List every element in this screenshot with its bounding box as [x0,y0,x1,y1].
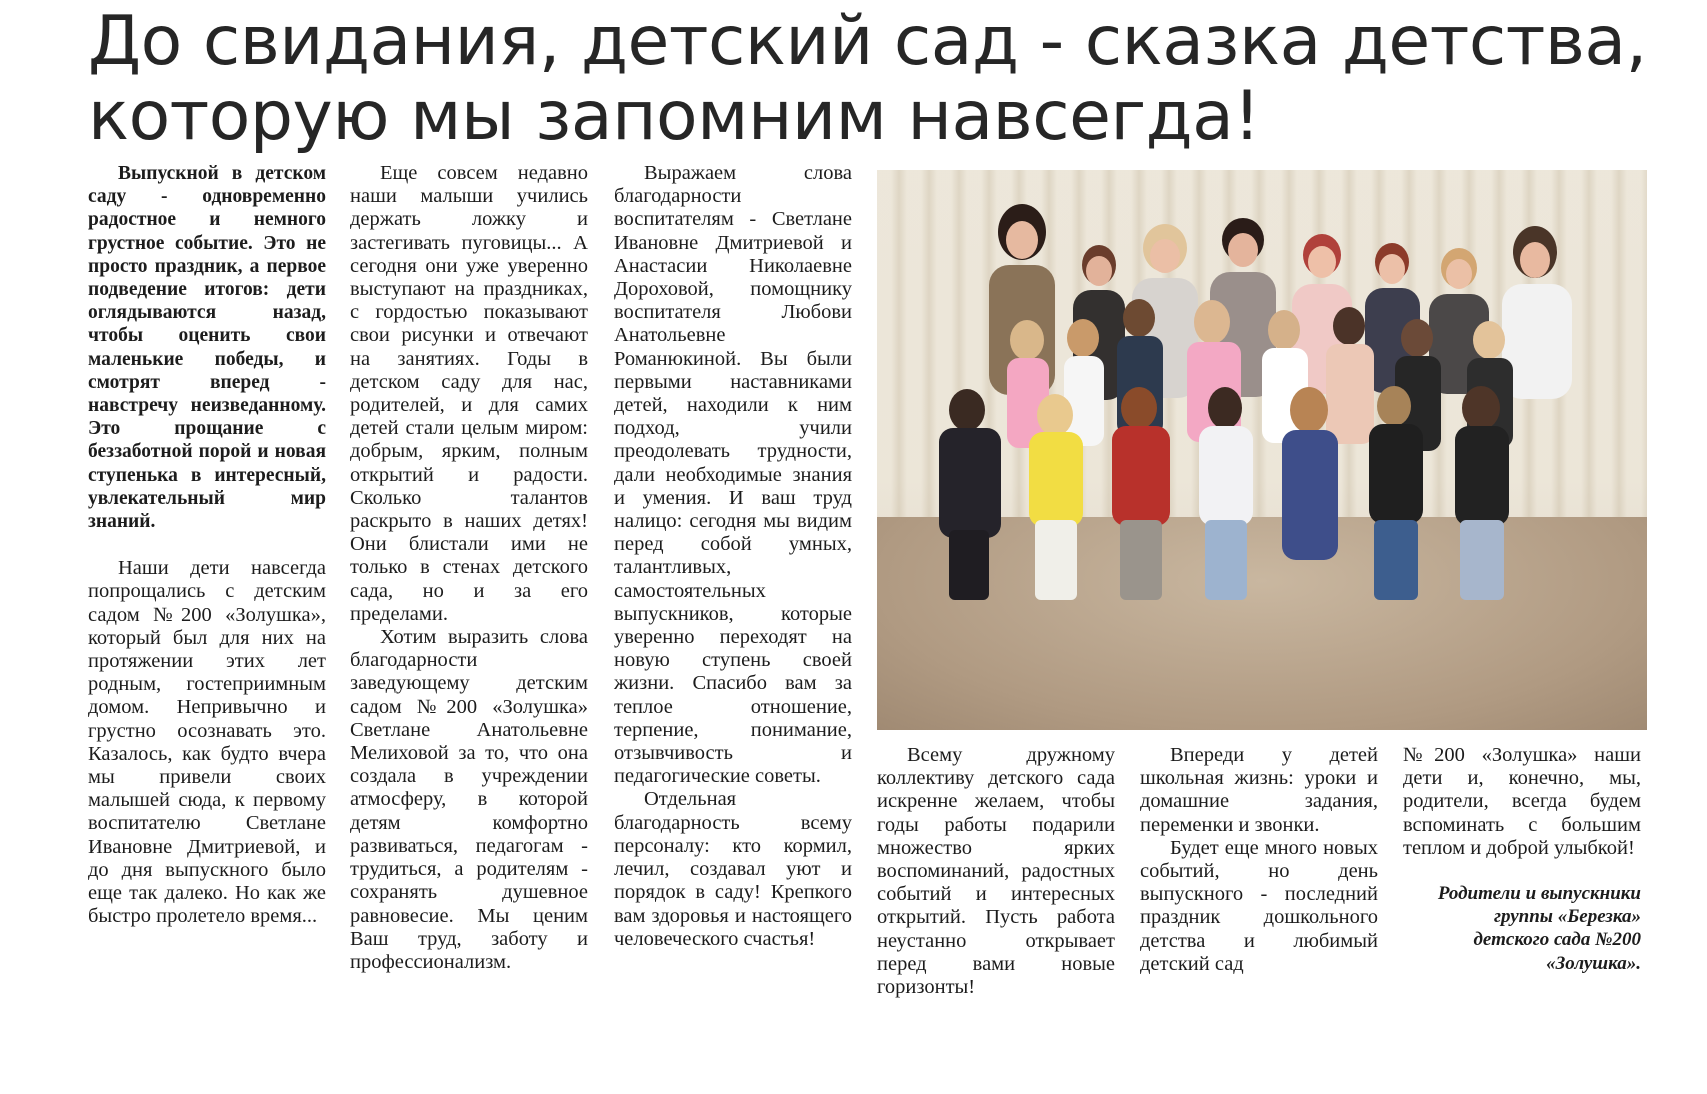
column-4 [877,744,1115,999]
group-photo [877,170,1647,730]
paragraph-thanks-director: Хотим выразить слова благодарности заведующему детским садом №200 «Золушка» Светлане Анатольевне Мелиховой за то, что она создала в учреждении атмосферу, в которой детям комфортно развиваться, педагогам - трудиться, а родителям - сохранять душевное равновесие. Мы ценим Ваш труд, заботу и профессионализм. [350,626,588,973]
paragraph-thanks-teachers: Выражаем слова благодарности воспитателям - Светлане Ивановне Дмитриевой и Анастасии Николаевне Дороховой, помощнику воспитателя Любови Анатольевне Романюкиной. Вы были первыми наставниками детей, находили к ним подход, учили преодолевать трудности, дали необходимые знания и умения. И ваш труд налицо: сегодня мы видим перед собой умных, талантливых, самостоятельных выпускников, которые уверенно переходят на новую ступень своей жизни. Спасибо вам за теплое отношение, терпение, понимание, отзывчивость и педагогические советы. [614,162,852,788]
article-headline [88,4,1648,154]
column-2 [350,162,588,974]
signature-line-3: детского сада №200 [1473,929,1641,951]
paragraph-memories: №200 «Золушка» наши дети и, конечно, мы, родители, всегда будем вспоминать с большим теплом и доброй улыбкой! [1403,744,1641,859]
paragraph-school-ahead: Впереди у детей школьная жизнь: уроки и домашние задания, переменки и звонки. [1140,744,1378,836]
column-5 [1140,744,1378,976]
paragraph-graduation-day: Будет еще много новых событий, но день выпускного - последний праздник дошкольного детства и любимый детский сад [1140,836,1378,975]
signature-line-4: «Золушка». [1546,952,1641,974]
column-3 [614,162,852,951]
headline-line-1: До свидания, детский сад - сказка детства, [88,2,1647,81]
signature-line-2: группы «Березка» [1493,906,1641,928]
signature [1403,882,1641,975]
paragraph-growth: Еще совсем недавно наши малыши учились держать ложку и застегивать пуговицы... А сегодня они уже уверенно выступают на праздниках, с гордостью показывают свои рисунки и отвечают на занятиях. Годы в детском саду для нас, родителей, и для самих детей стали целым миром: добрым, ярким, полным открытий и радости. Сколько талантов раскрыто в наших детях! Они блистали ими не только в стенах детского сада, но и за его пределами. [350,162,588,625]
paragraph-farewell: Наши дети навсегда попрощались с детским садом №200 «Золушка», который был для них на протяжении этих лет родным, гостеприимным домом. Непривычно и грустно осознавать это. Казалось, как будто вчера мы привели своих малышей сюда, к первому воспитателю Светлане Ивановне Дмитриевой, и до дня выпускного было еще так далеко. Но как же быстро пролетело время... [88,557,326,928]
paragraph-thanks-staff: Отдельная благодарность всему персоналу: кто кормил, лечил, создавал уют и порядок в саду! Крепкого вам здоровья и настоящего человеческого счастья! [614,788,852,950]
group-photo-figures [877,170,1647,730]
headline-line-2: которую мы запомним навсегда! [88,77,1261,156]
column-6 [1403,744,1641,975]
column-1 [88,162,326,929]
paragraph-wishes: Всему дружному коллективу детского сада искренне желаем, чтобы годы работы подарили множество ярких воспоминаний, радостных событий и интересных открытий. Пусть работа неустанно открывает перед вами новые горизонты! [877,744,1115,999]
signature-line-1: Родители и выпускники [1437,883,1641,905]
lead-paragraph: Выпускной в детском саду - одновременно радостное и немного грустное событие. Это не просто праздник, а первое подведение итогов: дети оглядываются назад, чтобы оценить свои маленькие победы, и смотрят вперед - навстречу неизведанному. Это прощание с беззаботной порой и новая ступенька в интересный, увлекательный мир знаний. [88,163,326,533]
